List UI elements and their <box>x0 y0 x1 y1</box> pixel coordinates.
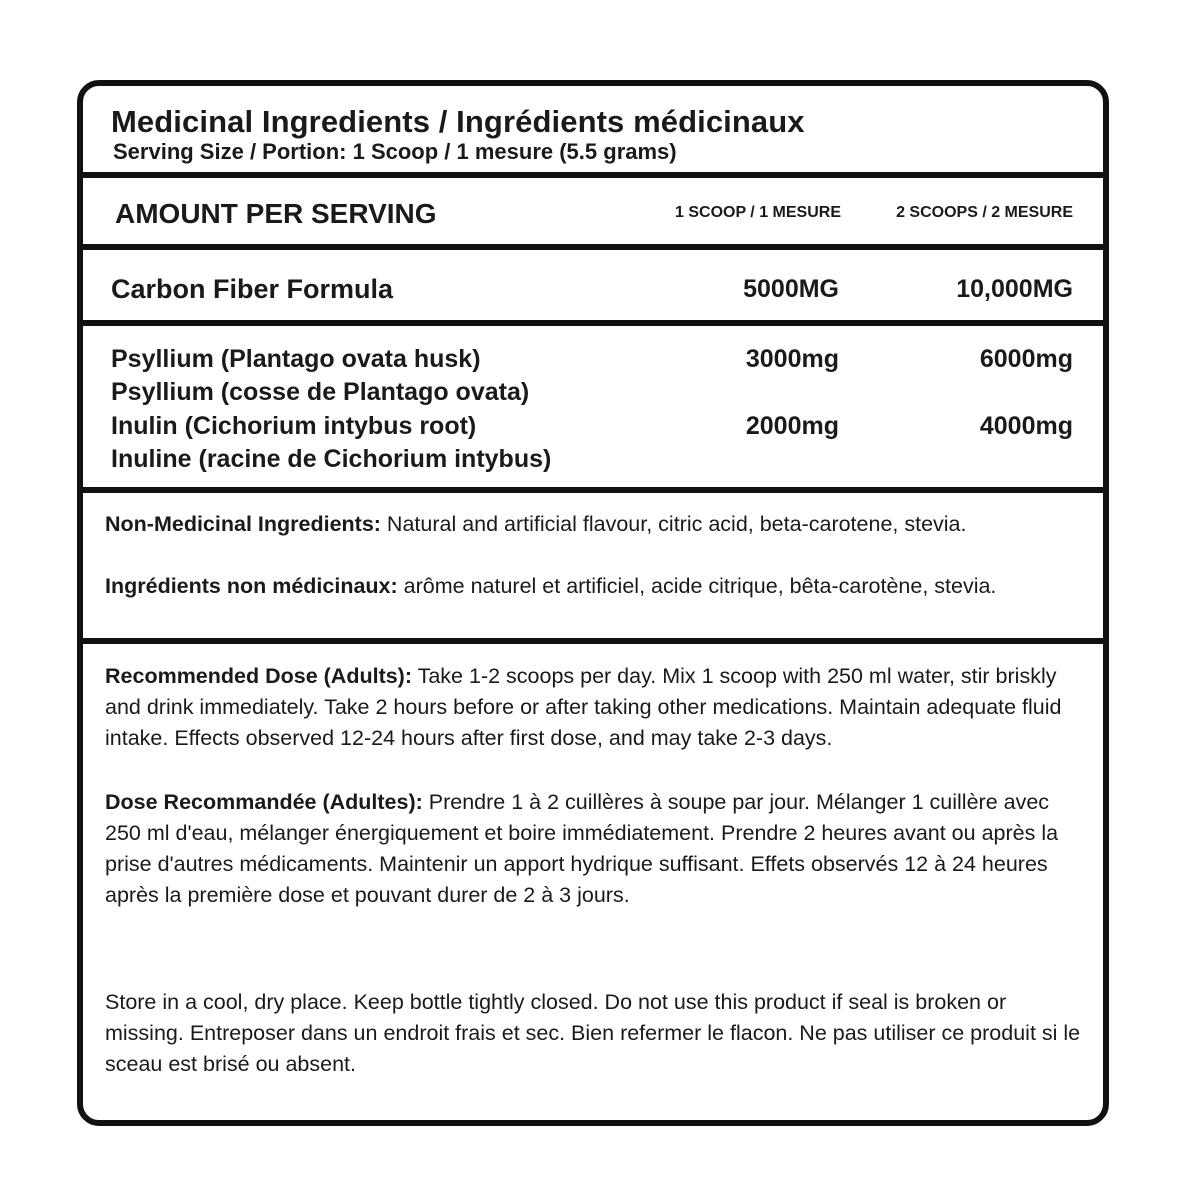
non-medicinal-ingredients-fr <box>105 571 1090 602</box>
divider <box>83 487 1103 493</box>
amount-per-serving-label: AMOUNT PER SERVING <box>115 198 437 229</box>
recommended-dose-text-fr: Prendre 1 à 2 cuillères à soupe par jour. Mélanger 1 cuillère avec 250 ml d'eau, mélanger énergiquement et boire immédiatement. Prendre 2 heures avant ou après la prise d'autres médicaments. Maintenir un apport hydrique suffisant. Effets observés 12 à 24 heures après la première dose et pouvant durer de 2 à 3 jours. <box>105 790 1059 907</box>
divider <box>83 320 1103 326</box>
recommended-dose-text-en: Take 1-2 scoops per day. Mix 1 scoop with 250 ml water, stir briskly and drink immediately. Take 2 hours before or after taking other medications. Maintain adequate fluid intake. Effects observed 12-24 hours after first dose, and may take 2-3 days. <box>105 664 1062 750</box>
divider <box>83 638 1103 644</box>
divider <box>83 244 1103 250</box>
formula-amount-two-scoops: 10,000MG <box>956 275 1073 303</box>
storage-instructions: Store in a cool, dry place. Keep bottle tightly closed. Do not use this product if seal is broken or missing. Entreposer dans un endroit frais et sec. Bien refermer le flacon. Ne pas utiliser ce produit si le sceau est brisé ou absent. <box>105 990 1081 1076</box>
column-header-two-scoops: 2 SCOOPS / 2 MESURE <box>896 204 1073 221</box>
non-medicinal-ingredients-en <box>105 509 1090 540</box>
ingredient-amount-two-scoops: 6000mg <box>979 345 1073 373</box>
recommended-dose-fr <box>105 787 1090 911</box>
recommended-dose-label-en: Recommended Dose (Adults): <box>105 664 413 688</box>
label-title: Medicinal Ingredients / Ingrédients médicinaux <box>111 104 805 139</box>
ingredient-name-en: Psyllium (Plantago ovata husk) <box>111 345 481 373</box>
non-medicinal-label-en: Non-Medicinal Ingredients: <box>105 512 381 536</box>
serving-size: Serving Size / Portion: 1 Scoop / 1 mesure (5.5 grams) <box>113 139 677 164</box>
ingredient-name-en: Inulin (Cichorium intybus root) <box>111 412 477 440</box>
non-medicinal-text-fr: arôme naturel et artificiel, acide citrique, bêta-carotène, stevia. <box>397 574 997 598</box>
non-medicinal-text-en: Natural and artificial flavour, citric acid, beta-carotene, stevia. <box>380 512 967 536</box>
ingredient-name-fr: Inuline (racine de Cichorium intybus) <box>111 445 552 473</box>
supplement-facts-label <box>77 80 1109 1126</box>
recommended-dose-label-fr: Dose Recommandée (Adultes): <box>105 790 423 814</box>
ingredient-amount-two-scoops: 4000mg <box>979 412 1073 440</box>
ingredient-amount-one-scoop: 3000mg <box>745 345 839 373</box>
ingredient-name-fr: Psyllium (cosse de Plantago ovata) <box>111 378 530 406</box>
ingredient-amount-one-scoop: 2000mg <box>745 412 839 440</box>
formula-amount-one-scoop: 5000MG <box>743 275 839 303</box>
column-header-one-scoop: 1 SCOOP / 1 MESURE <box>675 204 841 221</box>
recommended-dose-en <box>105 661 1090 754</box>
non-medicinal-label-fr: Ingrédients non médicinaux: <box>105 574 398 598</box>
formula-name: Carbon Fiber Formula <box>111 274 394 304</box>
